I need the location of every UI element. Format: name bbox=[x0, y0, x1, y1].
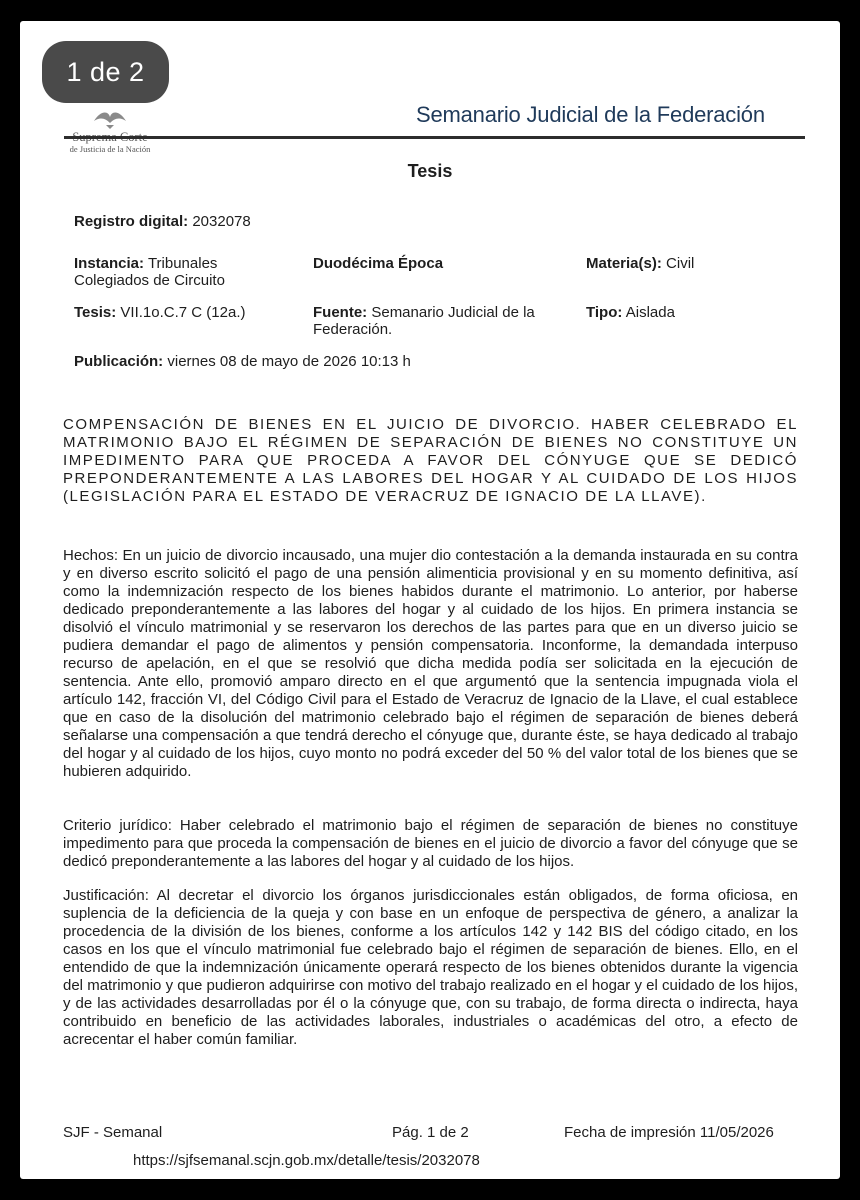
fuente-label: Fuente: bbox=[313, 304, 368, 321]
publicacion-label: Publicación: bbox=[74, 353, 164, 370]
tipo-value: Aislada bbox=[625, 304, 675, 321]
registro-label: Registro digital: bbox=[74, 213, 189, 230]
materia-value: Civil bbox=[666, 255, 695, 272]
registro-field bbox=[74, 213, 251, 230]
tesis-value: VII.1o.C.7 C (12a.) bbox=[120, 304, 246, 321]
tipo-label: Tipo: bbox=[586, 304, 623, 321]
justificacion-paragraph: Justificación: Al decretar el divorcio los órganos jurisdiccionales están obligados, de forma oficiosa, en suplencia de la deficiencia de la queja y con base en un enfoque de perspectiva de género, a analizar la procedencia de la división de los bienes, conforme a los artículos 142 y 142 BIS del código citado, en los casos en los que el vínculo matrimonial fue celebrado bajo el régimen de separación de bienes. Ello, en el entendido de que la indemnización únicamente operará respecto de los bienes obtenidos durante la vigencia del matrimonio y que pudieron adquirirse con motivo del trabajo realizado en el hogar y el cuidado de los hijos, y de las actividades desarrolladas por él o la cónyuge que, con su trabajo, de forma directa o indirecta, haya contribuido en beneficio de las actividades laborales, industriales o académicas del otro, a efecto de acrecentar el haber común familiar. bbox=[63, 887, 798, 1048]
footer-print-date: Fecha de impresión 11/05/2026 bbox=[564, 1124, 774, 1141]
materia-label: Materia(s): bbox=[586, 255, 662, 272]
publicacion-field bbox=[74, 353, 411, 370]
hechos-paragraph: Hechos: En un juicio de divorcio incausado, una mujer dio contestación a la demanda instaurada en su contra y en diverso escrito solicitó el pago de una pensión alimenticia provisional y en su momento definitiva, así como la indemnización respecto de los bienes habidos durante el matrimonio. Lo anterior, por haberse dedicado preponderantemente a las labores del hogar y al cuidado de los hijos. En primera instancia se disolvió el vínculo matrimonial y se reservaron los derechos de las partes para que en un diverso juicio se pudiera demandar el pago de alimentos y pensión compensatoria. Inconforme, la demandada interpuso recurso de apelación, en el que se resolvió que dicha medida podía ser solicitada en la ejecución de sentencia. Ante ello, promovió amparo directo en el que argumentó que la sentencia impugnada viola el artículo 142, fracción VI, del Código Civil para el Estado de Veracruz de Ignacio de la Llave, el cual establece que en caso de la disolución del matrimonio celebrado bajo el régimen de separación de bienes deberá señalarse una compensación a que tendrá derecho el cónyuge que, durante éste, se haya dedicado al trabajo del hogar y al cuidado de los hijos, cuyo monto no podrá exceder del 50 % del valor total de los bienes que se hubieren adquirido. bbox=[63, 547, 798, 780]
document-page bbox=[20, 21, 840, 1179]
footer-url-link[interactable]: https://sjfsemanal.scjn.gob.mx/detalle/tesis/2032078 bbox=[133, 1152, 480, 1169]
tipo-field bbox=[586, 304, 675, 321]
tesis-label: Tesis: bbox=[74, 304, 117, 321]
registro-value: 2032078 bbox=[192, 213, 251, 230]
fuente-field bbox=[313, 304, 573, 338]
footer-source: SJF - Semanal bbox=[63, 1124, 163, 1141]
eagle-emblem-icon bbox=[90, 107, 130, 131]
fuente-value: Semanario Judicial de la Federación. bbox=[313, 304, 535, 338]
document-title: Tesis bbox=[407, 161, 453, 181]
footer-page-number: Pág. 1 de 2 bbox=[392, 1124, 469, 1141]
publicacion-value: viernes 08 de mayo de 2026 10:13 h bbox=[167, 353, 411, 370]
scjn-logo bbox=[60, 107, 160, 154]
logo-subtitle: de Justicia de la Nación bbox=[69, 144, 151, 154]
instancia-label: Instancia: bbox=[74, 255, 145, 272]
tesis-field bbox=[74, 304, 245, 321]
tesis-heading: COMPENSACIÓN DE BIENES EN EL JUICIO DE DIVORCIO. HABER CELEBRADO EL MATRIMONIO BAJO EL RÉGIMEN DE SEPARACIÓN DE BIENES NO CONSTITUYE UN IMPEDIMENTO PARA QUE PROCEDA A FAVOR DEL CÓNYUGE QUE SE DEDICÓ PREPONDERANTEMENTE A LAS LABORES DEL HOGAR Y AL CUIDADO DE LOS HIJOS (LEGISLACIÓN PARA EL ESTADO DE VERACRUZ DE IGNACIO DE LA LLAVE). bbox=[63, 416, 798, 505]
epoca-label: Duodécima Época bbox=[313, 255, 444, 272]
epoca-field bbox=[313, 255, 443, 272]
publication-header: Semanario Judicial de la Federación bbox=[416, 102, 765, 127]
instancia-field bbox=[74, 255, 274, 289]
materia-field bbox=[586, 255, 694, 272]
header-divider bbox=[64, 136, 805, 139]
instancia-value: Tribunales Colegiados de Circuito bbox=[74, 255, 225, 289]
page-counter-badge: 1 de 2 bbox=[42, 41, 169, 103]
criterio-paragraph: Criterio jurídico: Haber celebrado el matrimonio bajo el régimen de separación de bienes no constituye impedimento para que proceda la compensación de bienes en el juicio de divorcio a favor del cónyuge que se dedicó preponderantemente a las labores del hogar y al cuidado de los hijos. bbox=[63, 817, 798, 870]
